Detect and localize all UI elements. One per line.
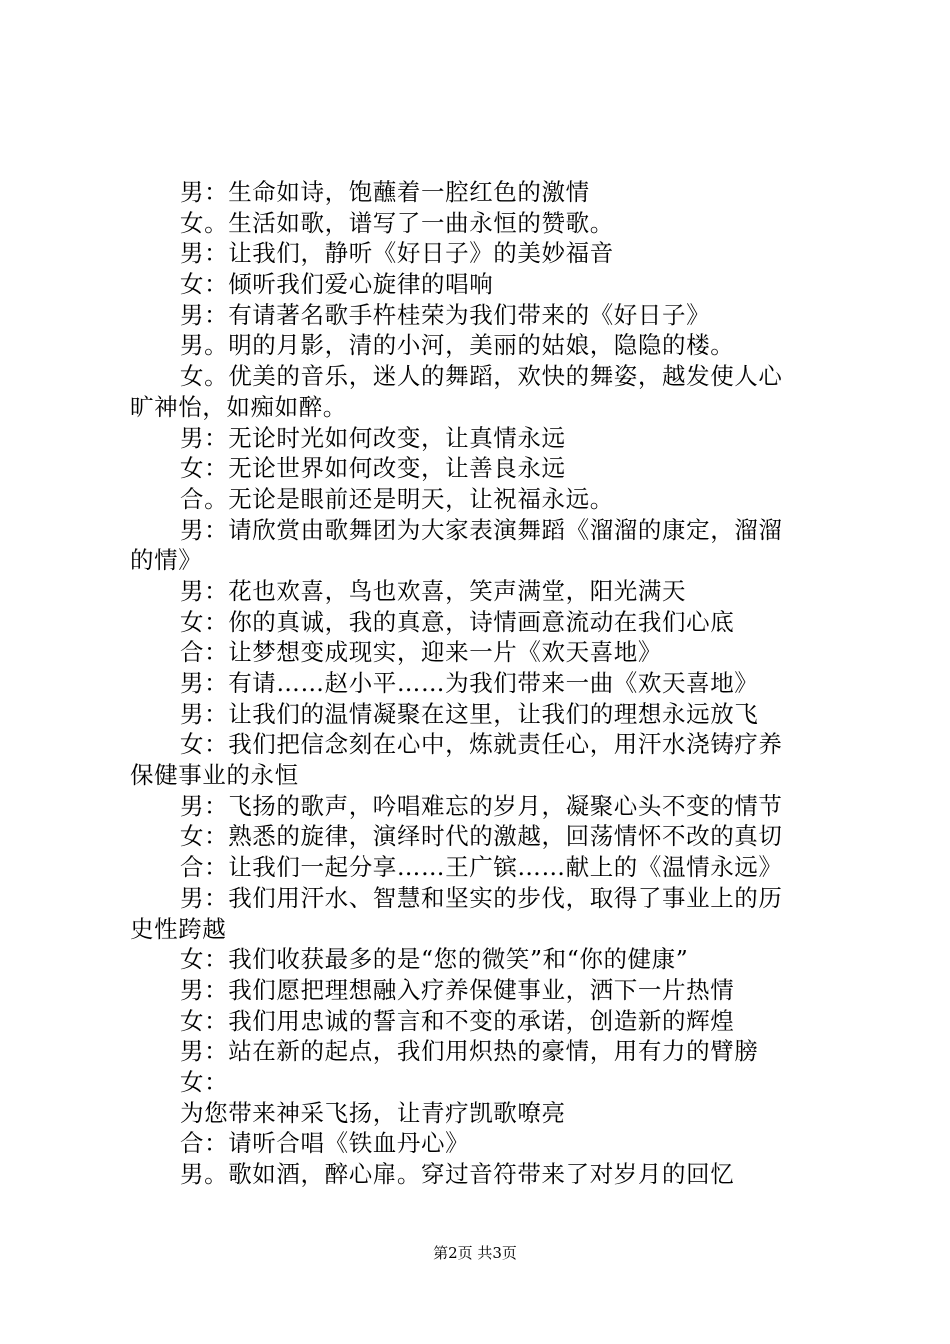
page-footer: 第2页 共3页 [433,1244,517,1262]
document-line: 合。无论是眼前还是明天，让祝福永远。 [180,484,614,513]
document-line: 女。生活如歌，谱写了一曲永恒的赞歌。 [180,208,614,237]
document-line: 男：站在新的起点，我们用炽热的豪情，用有力的臂膀 [180,1037,759,1066]
document-line: 保健事业的永恒 [130,761,299,790]
document-line: 男：有请著名歌手杵桂荣为我们带来的《好日子》 [180,300,711,329]
document-line: 合：让我们一起分享……王广镔……献上的《温情永远》 [180,853,783,882]
document-line: 女：我们把信念刻在心中，炼就责任心，用汗水浇铸疗养 [180,730,783,759]
document-line: 男：请欣赏由歌舞团为大家表演舞蹈《溜溜的康定，溜溜 [180,515,783,544]
document-line: 男：我们用汗水、智慧和坚实的步伐，取得了事业上的历 [180,883,783,912]
document-line: 男：无论时光如何改变，让真情永远 [180,423,566,452]
document-line: 男：生命如诗，饱蘸着一腔红色的激情 [180,178,590,206]
document-line: 女： [180,1067,229,1096]
document-line: 男：飞扬的歌声，吟唱难忘的岁月，凝聚心头不变的情节 [180,791,783,820]
document-line: 男：有请……赵小平……为我们带来一曲《欢天喜地》 [180,669,759,697]
document-line: 女：倾听我们爱心旋律的唱响 [180,270,494,299]
document-line: 史性跨越 [130,914,227,943]
document-line: 合：请听合唱《铁血丹心》 [180,1129,470,1158]
document-line: 女：无论世界如何改变，让善良永远 [180,454,566,483]
document-line: 女：熟悉的旋律，演绎时代的激越，回荡情怀不改的真切 [180,822,783,851]
document-line: 男。歌如酒，醉心扉。穿过音符带来了对岁月的回忆 [180,1160,735,1188]
document-line: 女：我们用忠诚的誓言和不变的承诺，创造新的辉煌 [180,1006,735,1035]
document-line: 女：你的真诚，我的真意，诗情画意流动在我们心底 [180,607,735,636]
document-line: 旷神怡，如痴如醉。 [130,392,347,421]
document-body [130,177,840,1190]
document-line: 男。明的月影，清的小河，美丽的姑娘，隐隐的楼。 [180,331,735,360]
document-line: 合：让梦想变成现实，迎来一片《欢天喜地》 [180,638,662,667]
document-line: 为您带来神采飞扬，让青疗凯歌嘹亮 [180,1098,566,1127]
document-line: 男：花也欢喜，鸟也欢喜，笑声满堂，阳光满天 [180,576,687,605]
document-line: 男：让我们，静听《好日子》的美妙福音 [180,239,614,268]
document-line: 女。优美的音乐，迷人的舞蹈，欢快的舞姿，越发使人心 [180,362,783,391]
document-line: 男：让我们的温情凝聚在这里，让我们的理想永远放飞 [180,699,759,728]
document-line: 的情》 [130,546,203,575]
document-line: 女：我们收获最多的是“您的微笑”和“你的健康” [180,945,689,974]
document-line: 男：我们愿把理想融入疗养保健事业，洒下一片热情 [180,975,735,1004]
